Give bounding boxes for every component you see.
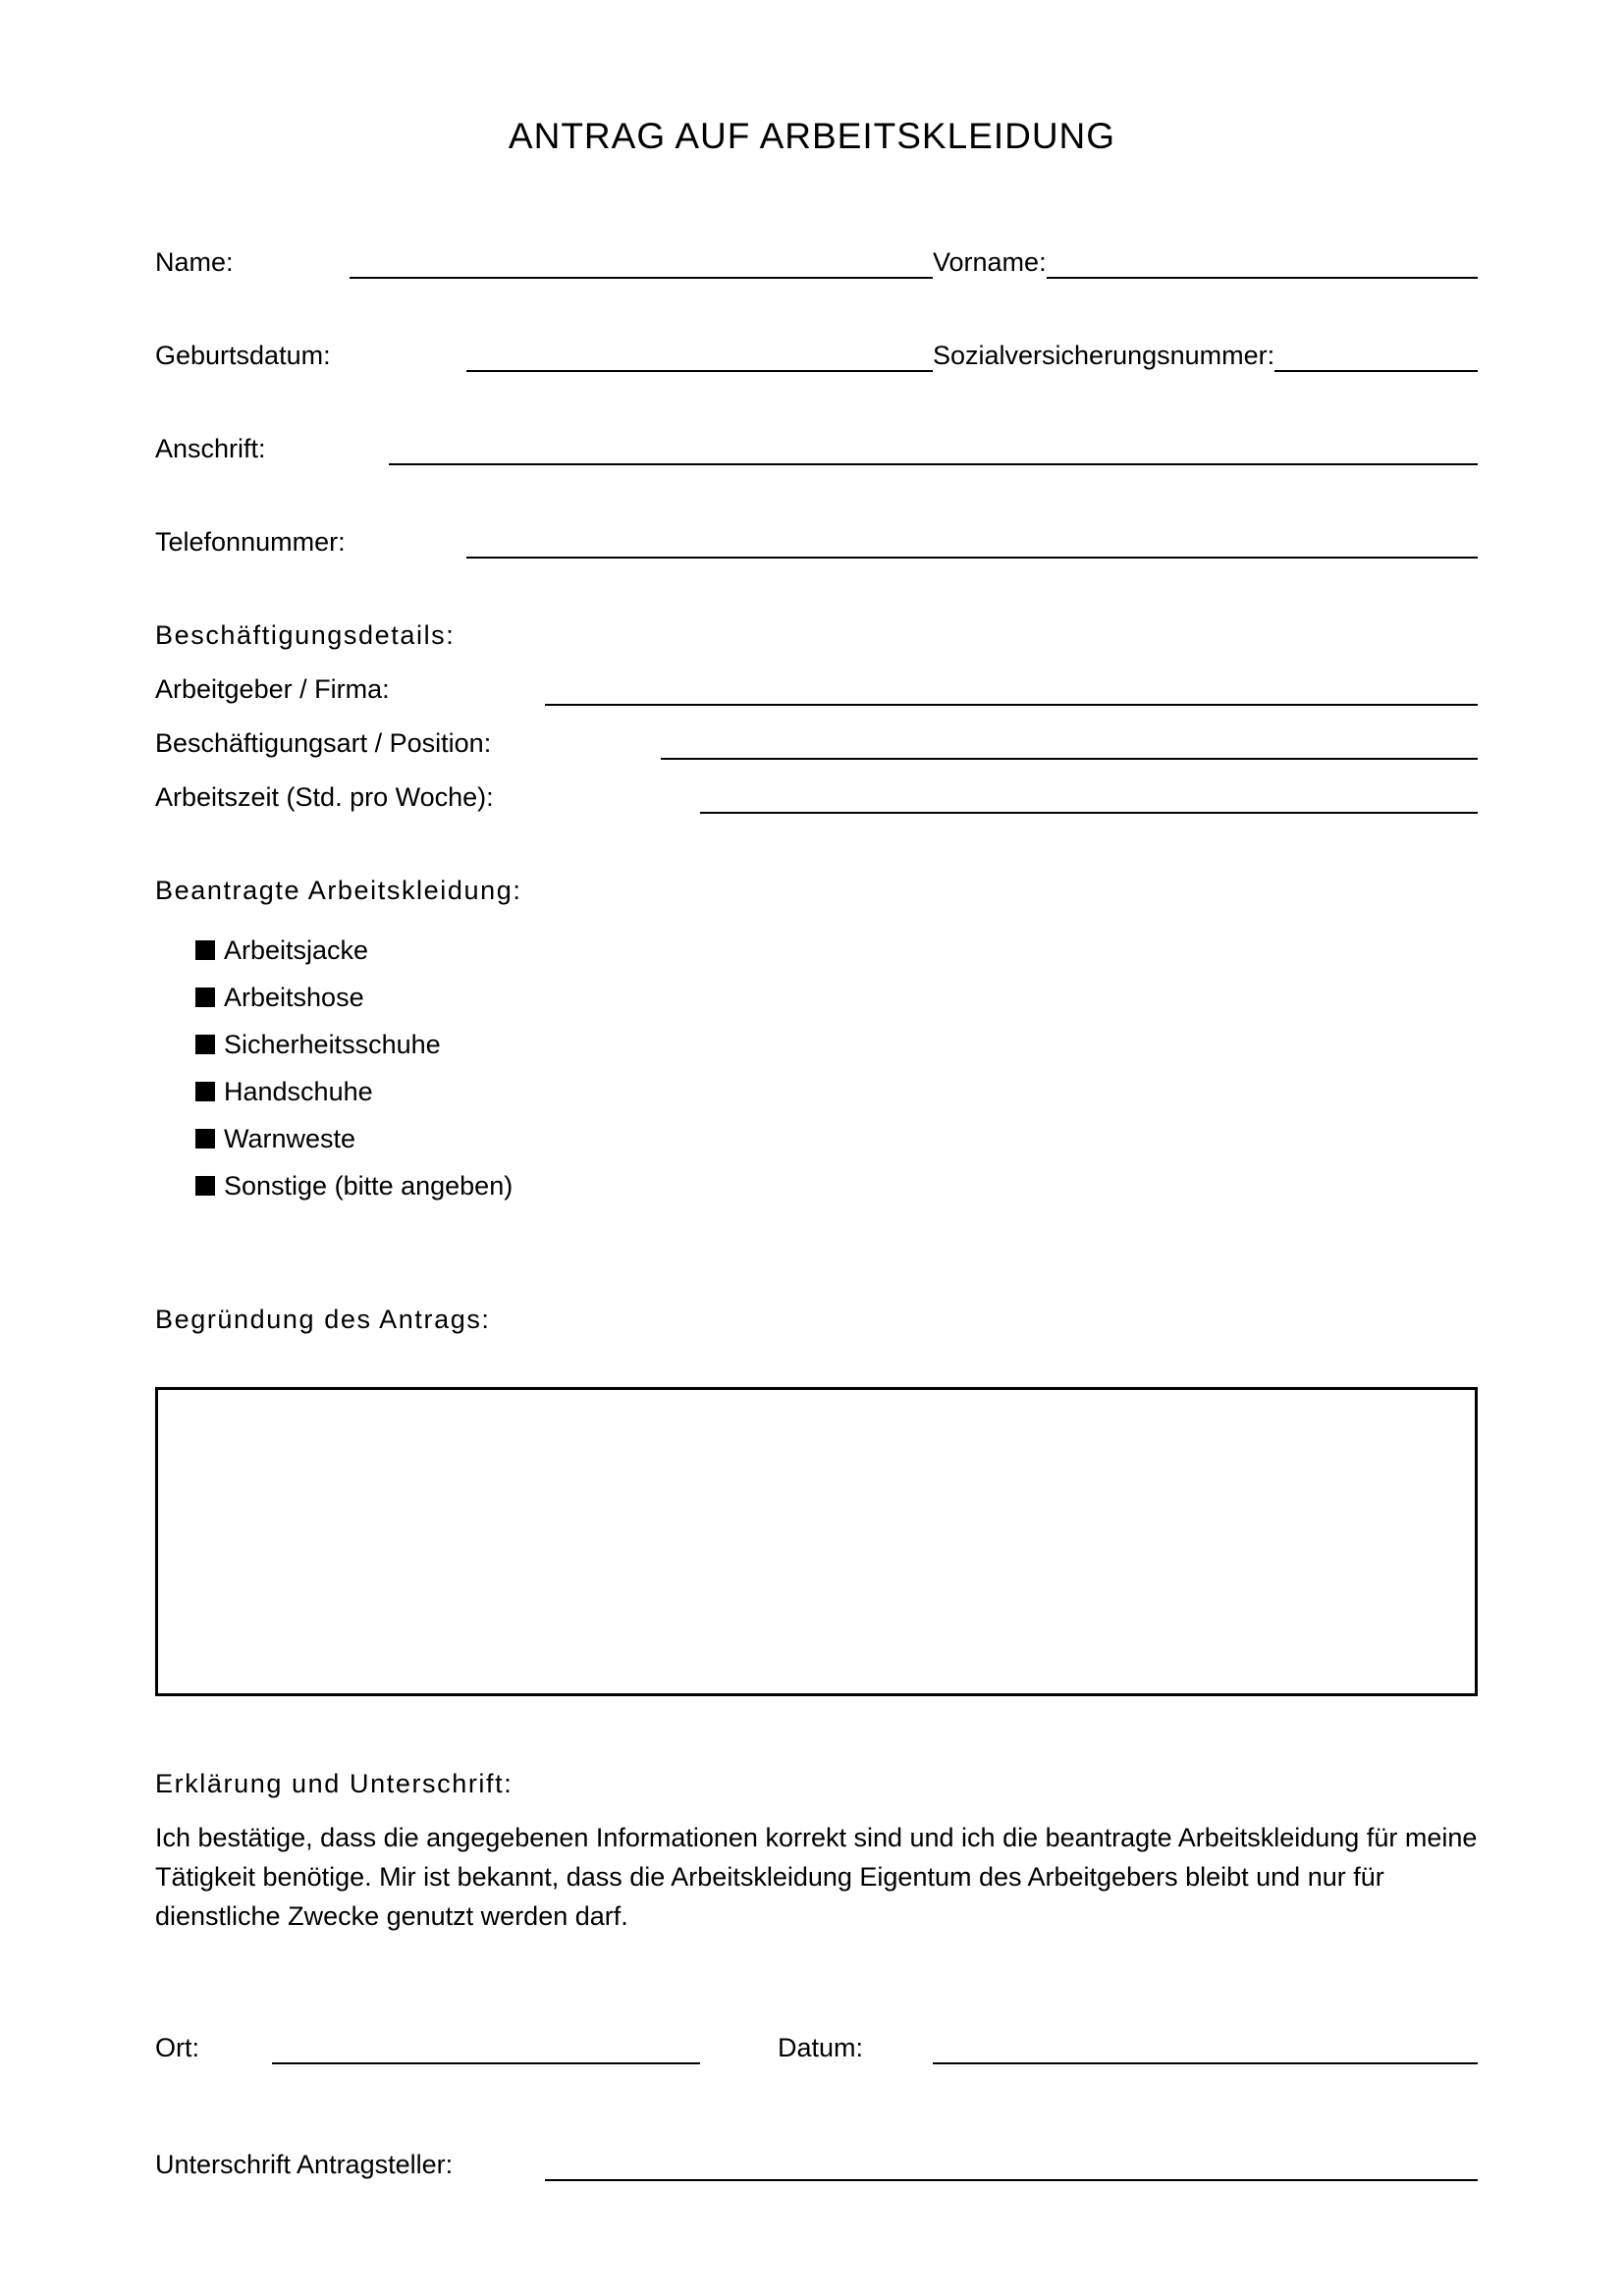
clothing-option[interactable] [195, 1068, 513, 1115]
position-label: Beschäftigungsart / Position: [155, 728, 492, 758]
anschrift-field[interactable] [389, 463, 1478, 465]
clothing-option-label: Sonstige (bitte angeben) [224, 1170, 514, 1201]
ort-field[interactable] [272, 2062, 700, 2064]
telefon-label: Telefonnummer: [155, 527, 346, 557]
clothing-option[interactable] [195, 974, 513, 1021]
checkbox-icon[interactable] [195, 1176, 215, 1196]
clothing-option[interactable] [195, 1021, 513, 1068]
clothing-option-label: Arbeitshose [224, 982, 364, 1012]
clothing-list [195, 927, 513, 1209]
page-title: ANTRAG AUF ARBEITSKLEIDUNG [508, 116, 1116, 156]
position-field[interactable] [661, 758, 1478, 760]
vorname-label: Vorname: [933, 247, 1047, 277]
datum-label: Datum: [778, 2033, 864, 2062]
arbeitszeit-label: Arbeitszeit (Std. pro Woche): [155, 782, 494, 812]
clothing-option-label: Arbeitsjacke [224, 934, 369, 965]
arbeitszeit-field[interactable] [700, 812, 1478, 814]
clothing-option-label: Warnweste [224, 1123, 356, 1153]
checkbox-icon[interactable] [195, 1129, 215, 1148]
declaration-text: Ich bestätige, dass die angegebenen Informationen korrekt sind und ich die beantragte Arbeitskleidung für meine Tätigkeit benötige. Mir ist bekannt, dass die Arbeitskleidung Eigentum des Arbeitgebers bleibt und nur für dienstliche Zwecke genutzt werden darf. [155, 1823, 1478, 1931]
clothing-option[interactable] [195, 1162, 513, 1209]
checkbox-icon[interactable] [195, 988, 215, 1007]
clothing-heading: Beantragte Arbeitskleidung: [155, 876, 522, 905]
declaration-heading: Erklärung und Unterschrift: [155, 1769, 514, 1798]
checkbox-icon[interactable] [195, 1082, 215, 1101]
name-label: Name: [155, 247, 234, 277]
ort-label: Ort: [155, 2033, 199, 2062]
clothing-option-label: Sicherheitsschuhe [224, 1029, 441, 1059]
employment-heading: Beschäftigungsdetails: [155, 620, 456, 650]
datum-field[interactable] [933, 2062, 1478, 2064]
clothing-option-label: Handschuhe [224, 1076, 373, 1106]
signature-label: Unterschrift Antragsteller: [155, 2150, 454, 2179]
name-field[interactable] [350, 277, 1478, 279]
telefon-field[interactable] [466, 557, 1478, 559]
svnr-label: Sozialversicherungsnummer: [933, 341, 1275, 370]
checkbox-icon[interactable] [195, 1035, 215, 1054]
clothing-option[interactable] [195, 927, 513, 974]
anschrift-label: Anschrift: [155, 434, 266, 463]
clothing-option[interactable] [195, 1115, 513, 1162]
geburtsdatum-label: Geburtsdatum: [155, 341, 331, 370]
reason-textarea[interactable] [155, 1387, 1478, 1696]
checkbox-icon[interactable] [195, 940, 215, 960]
signature-field[interactable] [545, 2179, 1478, 2181]
reason-heading: Begründung des Antrags: [155, 1305, 491, 1334]
arbeitgeber-field[interactable] [545, 704, 1478, 706]
arbeitgeber-label: Arbeitgeber / Firma: [155, 674, 390, 704]
